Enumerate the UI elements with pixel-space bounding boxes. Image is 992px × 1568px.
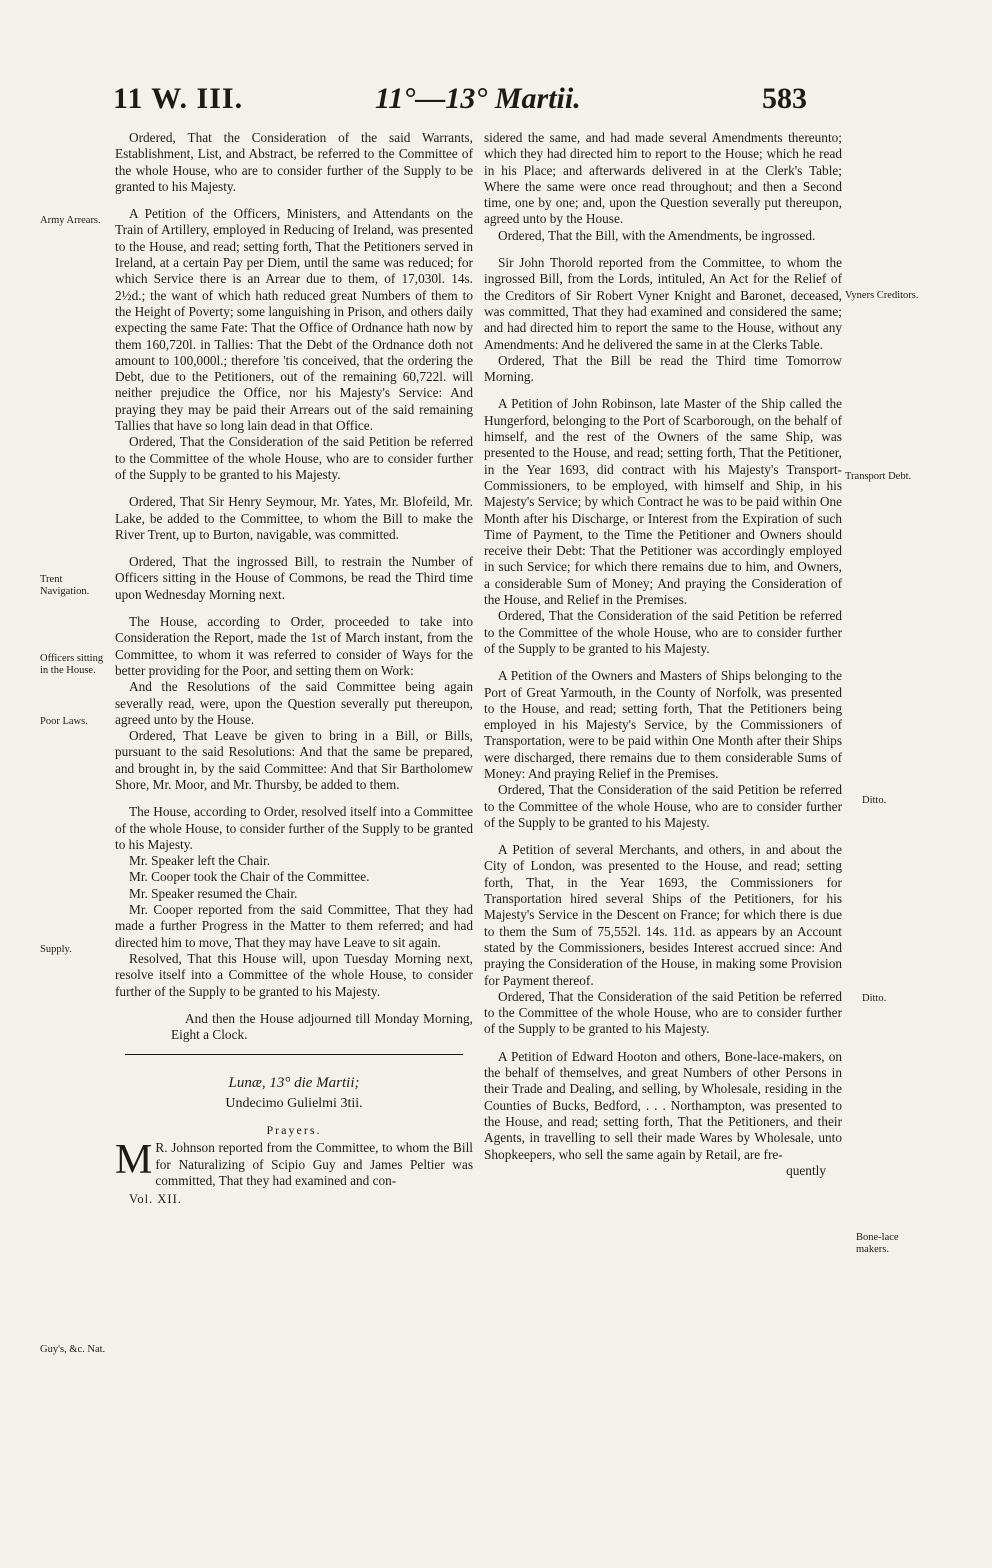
drop-cap: M [115, 1137, 153, 1184]
paragraph: Mr. Speaker left the Chair. [129, 853, 271, 869]
paragraph: A Petition of the Officers, Ministers, and Attendants on the Train of Artillery, employed in Reducing of Ireland, was presented to the House, and read; setting forth, That the Petitioners served in Ireland, at a certain Pay per Diem, until the same was reduced; for which Service there is an Arrear due to them, of 17,030l. 14s. 2½d.; the want of which hath reduced great Numbers of them to the Height of Poverty; some languishing in Prison, and others daily expecting the same Fate: That the Office of Ordnance hath now by them 160,720l. in Tallies: That the Debt of the Ordnance doth not amount to 100,000l.; therefore 'tis conceived, that the ordering the Debt, due to the Petitioners, out of the remaining 60,722l. will neither prejudice the Office, nor his Majesty's Service: And praying they may be paid their Arrears out of the said remaining Tallies that have so long lain dead in that Office. [115, 206, 473, 434]
paragraph: A Petition of the Owners and Masters of Ships belonging to the Port of Great Yarmouth, in the County of Norfolk, was presented to the House, and read; setting forth, That the Petitioners being employed in his Majesty's Service, by the Commissioners of Transportation, were to be paid within One Month after their Ships were discharged, there remains due to them considerable Sums of Money: And praying Relief in the Premises. [484, 668, 842, 781]
paragraph: Ordered, That the Bill be read the Third time Tomorrow Morning. [484, 352, 842, 385]
paragraph: Ordered, That Leave be given to bring in a Bill, or Bills, pursuant to the said Resolutions: And that the same be prepared, and brought in, by the said Committee: And that Sir Bartholomew Shore, Mr. Moor, and Mr. Thursby, be added to them. [115, 728, 473, 792]
side-note-bone-lace-makers: Bone-lace makers. [856, 1232, 899, 1255]
adjournment: And then the House adjourned till Monday Morning, Eight a Clock. [171, 1010, 473, 1043]
paragraph-text: R. Johnson reported from the Committee, to whom the Bill for Naturalizing of Scipio Guy and James Peltier was committed, That they had examined and con- [155, 1140, 473, 1188]
catchword: quently [786, 1162, 826, 1178]
side-note-supply: Supply. [40, 944, 72, 955]
paragraph: Ordered, That the Consideration of the said Petition be referred to the Committee of the whole House, who are to consider further of the Supply to be granted to his Majesty. [484, 988, 842, 1037]
prayers-heading: Prayers. [266, 1123, 322, 1138]
left-column [115, 130, 473, 1208]
paragraph [115, 1137, 473, 1189]
side-note-army-arrears: Army Arrears. [40, 215, 101, 226]
paragraph: Mr. Cooper took the Chair of the Committee. [129, 869, 370, 885]
paragraph: Ordered, That the ingrossed Bill, to restrain the Number of Officers sitting in the House of Commons, be read the Third time upon Wednesday Morning next. [115, 554, 473, 602]
section-divider [125, 1054, 463, 1055]
page-number: 583 [762, 82, 807, 115]
paragraph: Ordered, That the Bill, with the Amendments, be ingrossed. [498, 227, 816, 243]
side-note-transport-debt: Transport Debt. [845, 471, 912, 482]
running-head-dates: 11°—13° Martii. [375, 82, 581, 115]
paragraph: sidered the same, and had made several Amendments thereunto; which they had directed him to report to the House; which he read in his Place; and afterwards delivered in at the Clerk's Table; Where the same were once read throughout; and then a Second time, one by one; and, upon the Question severally put thereupon, agreed unto by the House. [484, 130, 842, 227]
paragraph: A Petition of several Merchants, and others, in and about the City of London, was presented to the House, and read; setting forth, That, in the Year 1693, the Commissioners for Transportation hired several Ships of the Petitioners, for his Majesty's Service in the Descent on France; for which there is due to them the Sum of 75,552l. 14s. 11d. as appears by an Account stated by the Commissioners, besides Interest accrued since: And praying the Consideration of the House, in making some Provision for Payment thereof. [484, 842, 842, 988]
paragraph: The House, according to Order, proceeded to take into Consideration the Report, made the 1st of March instant, from the Committee, to whom it was referred to consider of Ways for the better providing for the Poor, and setting them on Work: [115, 614, 473, 678]
side-note-ditto-london: Ditto. [862, 993, 887, 1004]
paragraph: Resolved, That this House will, upon Tuesday Morning next, resolve itself into a Committee of the whole House, to consider further of the Supply to be granted to his Majesty. [115, 950, 473, 999]
paragraph: The House, according to Order, resolved itself into a Committee of the whole House, to consider further of the Supply to be granted to his Majesty. [115, 804, 473, 852]
side-note-vyners-creditors: Vyners Creditors. [845, 290, 919, 301]
paragraph: Ordered, That the Consideration of the said Warrants, Establishment, List, and Abstract, be referred to the Committee of the whole House, who are to consider further of the Supply to be granted to his Majesty. [115, 130, 473, 194]
paragraph: A Petition of John Robinson, late Master of the Ship called the Hungerford, belonging to the Port of Scarborough, on the behalf of himself, and the rest of the Owners of the same Ship, was presented to the House, and read; setting forth, That the Petitioner, in the Year 1693, did contract with his Majesty's Transport-Commissioners, to be employed, with himself and Ship, in his Majesty's Service; by which Contract he was to be paid within One Month after his Discharge, or Interest from the Expiration of such Time of Payment, to the Time the Petitioner and Owners should receive their Debt: That the Petitioner was accordingly employed in such Service; for which there remains due to him, and Owners, a considerable Sum of Money; And praying the Consideration of the House, and Relief in the Premises. [484, 396, 842, 608]
side-note-guys-naturalization: Guy's, &c. Nat. [40, 1344, 106, 1355]
regnal-year-line: Undecimo Gulielmi 3tii. [225, 1095, 363, 1111]
side-note-poor-laws: Poor Laws. [40, 716, 88, 727]
sitting-date: Lunæ, 13° die Martii; [228, 1075, 360, 1092]
paragraph: A Petition of Edward Hooton and others, Bone-lace-makers, on the behalf of themselves, and great Numbers of other Persons in their Trade and Dealing, and selling, by Wholesale, residing in the Counties of Bucks, Bedford, . . . Northampton, was presented to the House, and read; setting forth, That the Petitioners, and their Agents, in travelling to sell their made Wares by Wholesale, unto Shopkeepers, who sell the same again by Retail, are fre- [484, 1048, 842, 1162]
paragraph: Ordered, That Sir Henry Seymour, Mr. Yates, Mr. Blofeild, Mr. Lake, be added to the Committee, to whom the Bill to make the River Trent, up to Burton, navigable, was committed. [115, 494, 473, 542]
paragraph: Sir John Thorold reported from the Committee, to whom the ingrossed Bill, from the Lords, intituled, An Act for the Relief of the Creditors of Sir Robert Vyner Knight and Baronet, deceased, was committed, That they had examined and considered the same; and had directed him to report the same to the House, without any Amendments: And he delivered the same in at the Clerks Table. [484, 255, 842, 352]
paragraph: And the Resolutions of the said Committee being again severally read, were, upon the Question severally put thereupon, agreed unto by the House. [115, 679, 473, 727]
right-column [484, 130, 842, 1179]
running-head-regnal-year: 11 W. III. [113, 82, 244, 115]
paragraph: Ordered, That the Consideration of the said Petition be referred to the Committee of the whole House, who are to consider further of the Supply to be granted to his Majesty. [484, 782, 842, 830]
volume-signature: Vol. XII. [129, 1192, 182, 1207]
side-note-officers: Officers sitting in the House. [40, 653, 104, 676]
paragraph: Mr. Cooper reported from the said Committee, That they had made a further Progress in the Matter to them referred; and had directed him to move, That they may have Leave to sit again. [115, 902, 473, 950]
paragraph: Mr. Speaker resumed the Chair. [129, 885, 298, 901]
side-note-ditto-yarmouth: Ditto. [862, 795, 887, 806]
paragraph: Ordered, That the Consideration of the said Petition be referred to the Committee of the whole House, who are to consider further of the Supply to be granted to his Majesty. [115, 434, 473, 482]
paragraph: Ordered, That the Consideration of the said Petition be referred to the Committee of the whole House, who are to consider further of the Supply to be granted to his Majesty. [484, 608, 842, 656]
side-note-trent-navigation: Trent Navigation. [40, 574, 90, 597]
